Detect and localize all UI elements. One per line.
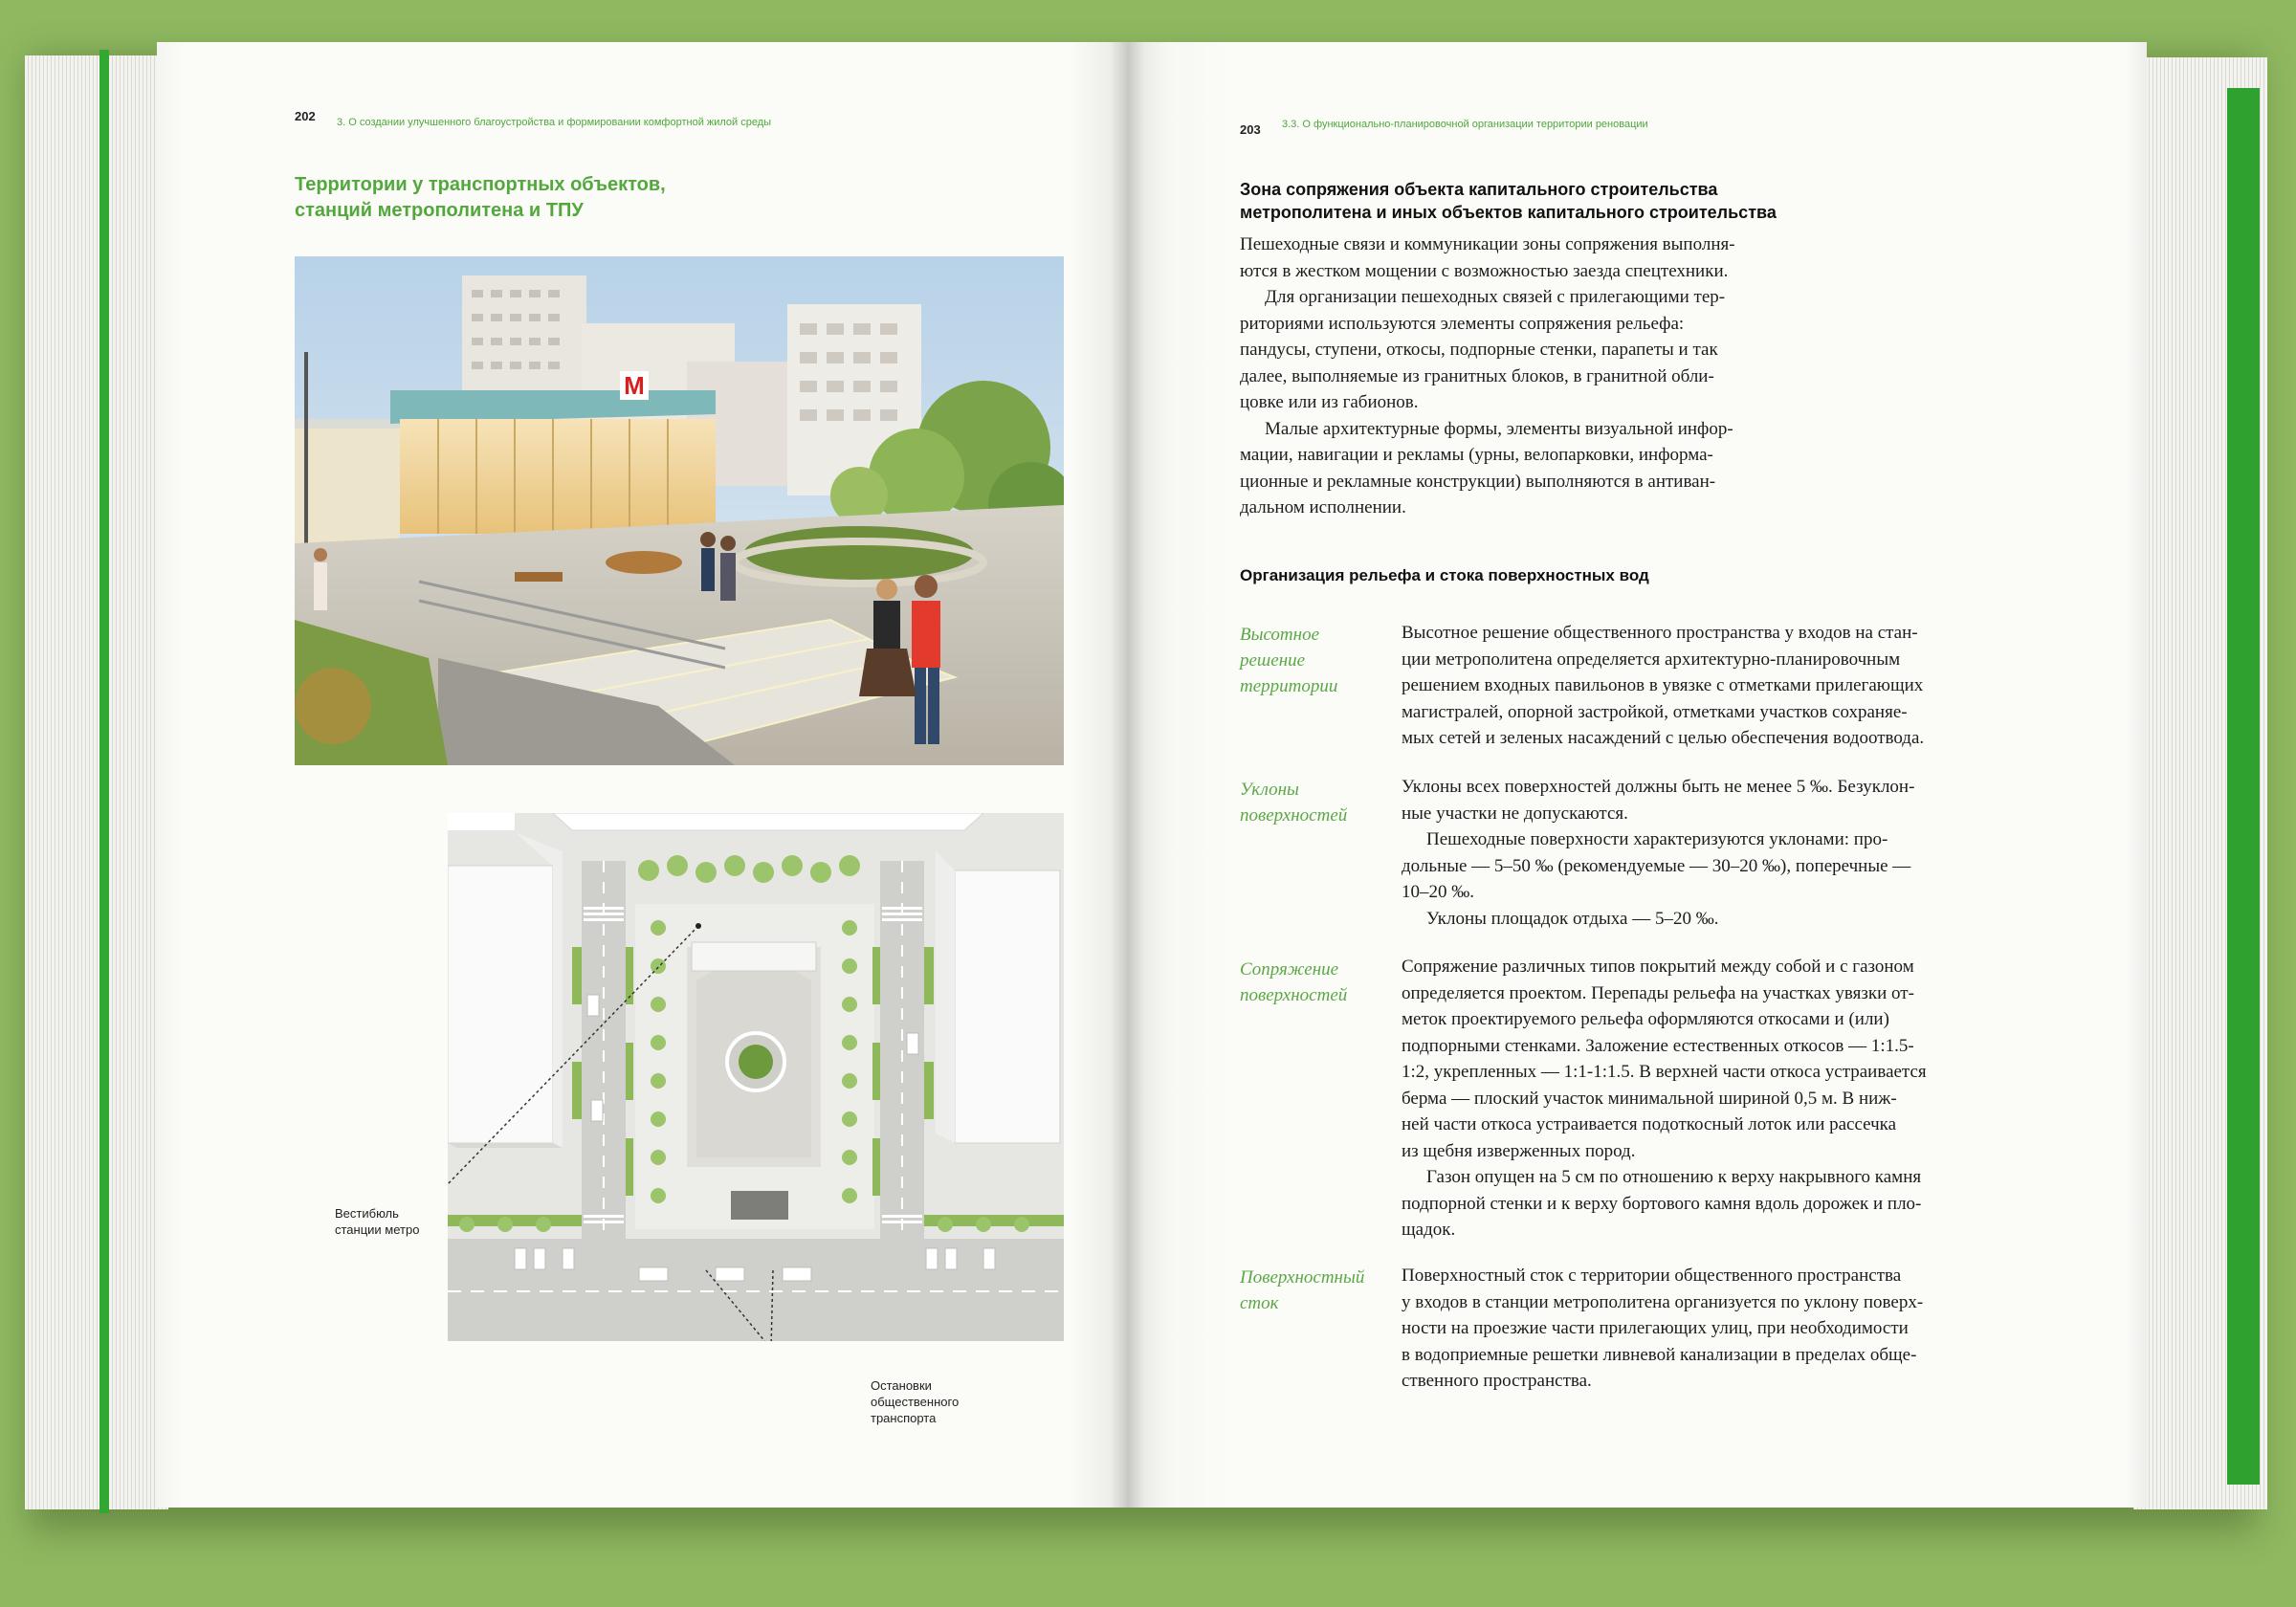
section-elevation-text: Высотное решение общественного пространства у входов на стан- ции метрополитена определяется архитектурно-планировочным решением входных павильонов в увязке с отметками прилегающих магистралей, опорной застройкой, отметками участков сохраняе- мых сетей и зеленых насаждений с целью обеспечения водоотвода.	[1402, 623, 1925, 748]
metro-logo: М	[624, 371, 645, 400]
running-header-right: 3.3. О функционально-планировочной организации территории реновации	[1282, 119, 1648, 130]
book-gutter	[1110, 42, 1144, 1508]
side-label-runoff: Поверхностный сток	[1240, 1267, 1365, 1313]
page-number-left: 202	[295, 109, 316, 123]
side-label-junction: Сопряжение поверхностей	[1240, 959, 1348, 1005]
section-slopes-text: Уклоны всех поверхностей должны быть не менее 5 ‰. Безуклон- ные участки не допускаются. Пешеходные поверхности характеризуются уклонами: про- дольные — 5–50 ‰ (рекомендуемые — 30–20 ‰), поперечные — 10–20 ‰. Уклоны площадок отдыха — 5–20 ‰.	[1402, 777, 1915, 929]
running-header-left: 3. О создании улучшенного благоустройства и формировании комфортной жилой среды	[337, 117, 772, 128]
transit-stops-callout: Остановки общественного транспорта	[871, 1378, 960, 1425]
intro-paragraphs: Пешеходные связи и коммуникации зоны сопряжения выполня- ются в жестком мощении с возможностью заезда спецтехники. Для организации пешеходных связей с прилегающими тер- риториями используются элементы сопряжения рельефа: пандусы, ступени, откосы, подпорные стенки, парапеты и так далее, выполняемые из гранитных блоков, в гранитной обли- цовке или из габионов. Малые архитектурные формы, элементы визуальной инфор- мации, навигации и рекламы (урны, велопарковки, информа- ционные и рекламные конструкции) выполняются в антиван- дальном исполнении.	[1240, 234, 1735, 517]
left-page-stack	[25, 55, 168, 1509]
side-label-slopes: Уклоны поверхностей	[1240, 780, 1348, 826]
site-plan	[448, 813, 1064, 1341]
zone-heading: Зона сопряжения объекта капитального строительства метрополитена и иных объектов капитального строительства	[1240, 180, 1777, 222]
left-page-heading: Территории у транспортных объектов, станций метрополитена и ТПУ	[295, 174, 666, 221]
page-number-right: 203	[1240, 122, 1261, 137]
relief-heading: Организация рельефа и стока поверхностных вод	[1240, 566, 1649, 584]
section-runoff-text: Поверхностный сток с территории общественного пространства у входов в станции метрополитена организуется по уклону поверх- ности на проезжие части прилегающих улиц, при необходимости в водоприемные решетки ливневой канализации в пределах обще- ственного пространства.	[1402, 1266, 1924, 1391]
vestibule-callout: Вестибюль станции метро	[335, 1206, 420, 1237]
left-cover-edge	[99, 50, 109, 1513]
section-junction-text: Сопряжение различных типов покрытий между собой и с газоном определяется проектом. Перепады рельефа на участках увязки от- меток проектируемого рельефа оформляются откосами и (или) подпорными стенками. Заложение естественных откосов — 1:1.5- 1:2, укрепленных — 1:1-1:1.5. В верхней части откоса устраивается берма — плоский участок минимальной шириной 0,5 м. В ниж- ней части откоса устраивается подоткосный лоток или рассечка из щебня изверженных пород. Газон опущен на 5 см по отношению к верху накрывного камня подпорной стенки и к верху бортового камня вдоль дорожек и пло- щадок.	[1402, 957, 1927, 1240]
metro-entrance-render	[295, 256, 1064, 765]
side-label-elevation: Высотное решение территории	[1240, 625, 1338, 696]
right-cover-edge	[2227, 88, 2260, 1485]
